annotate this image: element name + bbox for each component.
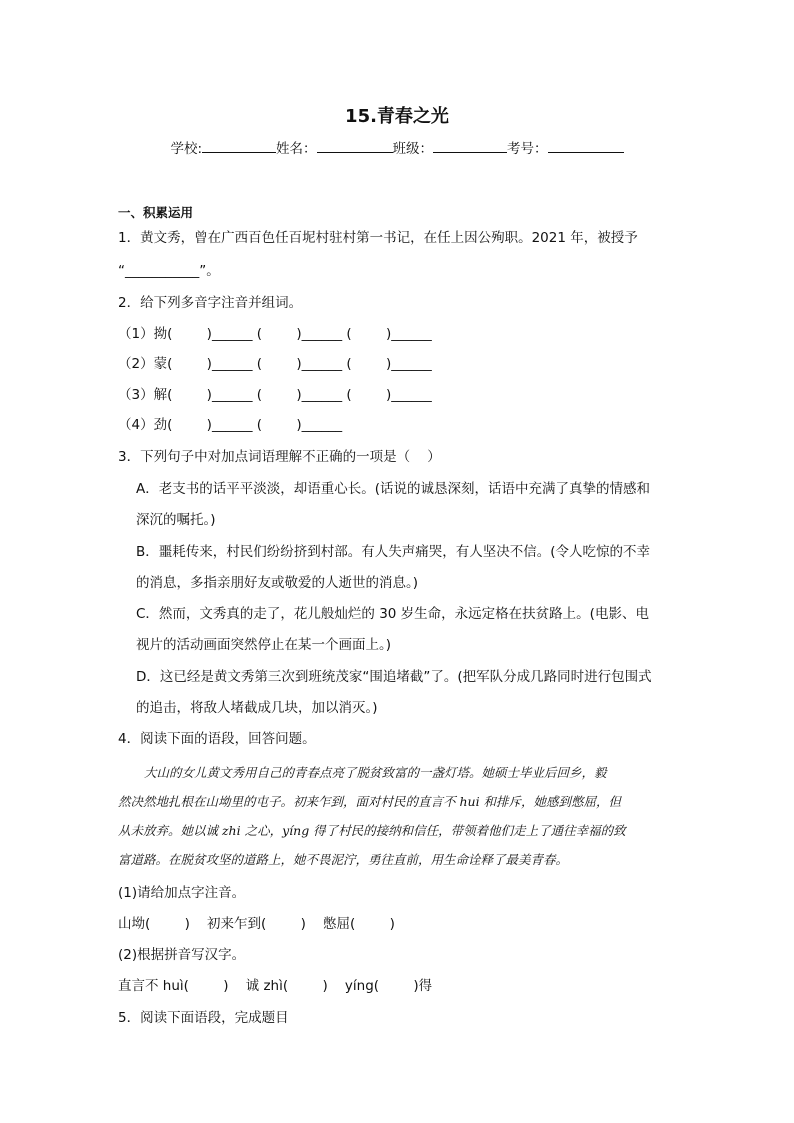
class-blank[interactable]: [433, 138, 507, 153]
q1-line2: “___________”。: [118, 263, 220, 279]
q3-option-a-line1: A．老支书的话平平淡淡，却语重心长。(话说的诚恳深刻，话语中充满了真挚的情感和: [136, 481, 651, 497]
passage-line-2: 然决然地扎根在山坳里的屯子。初来乍到，面对村民的直言不 hui 和排斥，她感到憋屈，但: [118, 794, 622, 809]
q1-line1: 1．黄文秀，曾在广西百色任百坭村驻村第一书记，在任上因公殉职。2021 年，被授予: [118, 230, 638, 246]
q3-option-d-line2: 的追击，将敌人堵截成几块，加以消灭。): [136, 700, 378, 716]
q3-option-b-line1: B．噩耗传来，村民们纷纷挤到村部。有人失声痛哭，有人坚决不信。(令人吃惊的不幸: [136, 544, 651, 560]
passage-line-3: 从未放弃。她以诚 zhi 之心，yíng 得了村民的接纳和信任，带领着他们走上了通往幸福的致: [118, 823, 626, 838]
reading-passage: [118, 758, 680, 874]
class-label: 班级：: [392, 141, 434, 157]
school-blank[interactable]: [202, 138, 276, 153]
name-blank[interactable]: [317, 138, 393, 153]
q2-row-3: （3）解( )______ ( )______ ( )______: [118, 387, 432, 403]
name-label: 姓名：: [276, 141, 317, 157]
student-info-line: [0, 138, 794, 158]
q2-row-1: （1）拗( )______ ( )______ ( )______: [118, 326, 432, 342]
q3-stem: 3．下列句子中对加点词语理解不正确的一项是（ ）: [118, 449, 441, 465]
q4-sub2-items: 直言不 huì( ) 诚 zhì( ) yíng( )得: [118, 978, 433, 994]
q3-option-d-line1: D．这已经是黄文秀第三次到班统茂家“围追堵截”了。(把军队分成几路同时进行包围式: [136, 669, 652, 685]
section-heading: 一、积累运用: [118, 205, 194, 220]
q2-row-4: （4）劲( )______ ( )______: [118, 417, 343, 433]
q2-row-2: （2）蒙( )______ ( )______ ( )______: [118, 356, 432, 372]
q2-stem: 2．给下列多音字注音并组词。: [118, 295, 303, 311]
q4-sub1: (1)请给加点字注音。: [118, 885, 246, 901]
page-title: 15.青春之光: [345, 106, 449, 127]
exam-no-label: 考号：: [507, 141, 548, 157]
q5-stem: 5．阅读下面语段，完成题目: [118, 1010, 289, 1026]
q3-option-a-line2: 深沉的嘱托。): [136, 512, 216, 528]
q4-stem: 4．阅读下面的语段，回答问题。: [118, 731, 316, 747]
q4-sub1-items: 山坳( ) 初来乍到( ) 憋屈( ): [118, 916, 395, 932]
q4-sub2: (2)根据拼音写汉字。: [118, 947, 246, 963]
passage-line-4: 富道路。在脱贫攻坚的道路上，她不畏泥泞，勇往直前，用生命诠释了最美青春。: [118, 852, 569, 867]
exam-no-blank[interactable]: [548, 138, 624, 153]
school-label: 学校:: [170, 141, 203, 157]
passage-line-1: 大山的女儿黄文秀用自己的青春点亮了脱贫致富的一盏灯塔。她硕士毕业后回乡，毅: [144, 765, 607, 780]
q3-option-c-line2: 视片的活动画面突然停止在某一个画面上。): [136, 637, 392, 653]
q3-option-b-line2: 的消息，多指亲朋好友或敬爱的人逝世的消息。): [136, 575, 419, 591]
q3-option-c-line1: C．然而，文秀真的走了，花儿般灿烂的 30 岁生命，永远定格在扶贫路上。(电影、电: [136, 606, 649, 622]
